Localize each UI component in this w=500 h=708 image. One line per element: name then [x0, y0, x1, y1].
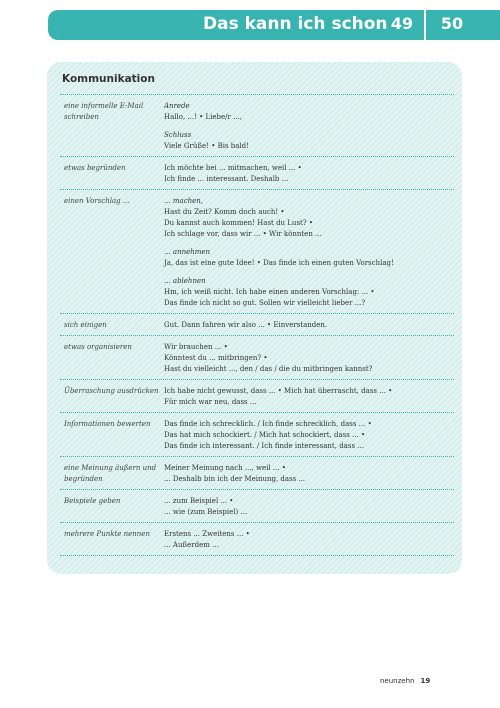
phrase-line: Das hat mich schockiert. / Mich hat schockiert, dass ... • — [164, 431, 366, 439]
phrase-line: Gut. Dann fahren wir also ... • Einverstanden. — [164, 321, 328, 329]
footer-page-number: 19 — [420, 677, 431, 685]
page-number-right: 50 — [440, 14, 464, 33]
phrase-line: ... Deshalb bin ich der Meinung, dass ... — [164, 475, 306, 483]
phrase-line: ... Außerdem ... — [164, 541, 219, 549]
page-number-left: 49 — [390, 14, 414, 33]
phrase-line: Du kannst auch kommen! Hast du Lust? • — [164, 219, 313, 227]
table-row — [60, 95, 454, 157]
row-phrases — [164, 523, 454, 555]
row-label: mehrere Punkte nennen — [64, 530, 150, 538]
row-label: etwas begründen — [64, 164, 126, 172]
phrase-line: Hast du Zeit? Komm doch auch! • — [164, 208, 285, 216]
phrase-line: ... wie (zum Beispiel) ... — [164, 508, 248, 516]
row-label: Überraschung ausdrücken — [64, 387, 159, 395]
phrase-subheading: ... annehmen — [164, 248, 211, 256]
block-spacer — [164, 123, 450, 130]
table-row — [60, 413, 454, 457]
phrase-line: Hast du vielleicht ..., den / das / die du mitbringen kannst? — [164, 365, 373, 373]
table-row — [60, 380, 454, 413]
block-spacer — [164, 240, 450, 247]
phrase-line: Ich schlage vor, dass wir ... • Wir könnten ... — [164, 230, 322, 238]
row-label: eine Meinung äußern und begründen — [64, 464, 157, 483]
phrase-table — [60, 94, 454, 556]
phrase-subheading: Anrede — [164, 102, 190, 110]
table-row — [60, 190, 454, 314]
row-phrases — [164, 490, 454, 522]
phrase-line: Hm, ich weiß nicht. Ich habe einen anderen Vorschlag: ... • — [164, 288, 375, 296]
phrase-line: Ich möchte bei ... mitmachen, weil ... • — [164, 164, 302, 172]
row-label: sich einigen — [64, 321, 107, 329]
phrase-line: Ja, das ist eine gute Idee! • Das finde ich einen guten Vorschlag! — [164, 259, 394, 267]
table-row — [60, 490, 454, 523]
phrase-line: Für mich war neu, dass ... — [164, 398, 257, 406]
phrase-line: Das finde ich interessant. / Ich finde interessant, dass ... — [164, 442, 364, 450]
table-row — [60, 314, 454, 336]
phrase-line: Das finde ich nicht so gut. Sollen wir vielleicht lieber ...? — [164, 299, 366, 307]
row-label: etwas organisieren — [64, 343, 132, 351]
page-footer — [380, 677, 430, 685]
phrase-subheading: ... ablehnen — [164, 277, 206, 285]
row-phrases — [164, 457, 454, 489]
phrase-line: Erstens ... Zweitens ... • — [164, 530, 250, 538]
row-label: Informationen bewerten — [64, 420, 151, 428]
phrase-line: ... zum Beispiel ... • — [164, 497, 234, 505]
row-label: einen Vorschlag ... — [64, 197, 130, 205]
table-row — [60, 336, 454, 380]
phrase-line: Das finde ich schrecklich. / Ich finde schrecklich, dass ... • — [164, 420, 372, 428]
row-label: eine informelle E-Mail schreiben — [64, 102, 144, 121]
phrase-line: Viele Grüße! • Bis bald! — [164, 142, 249, 150]
phrase-line: Ich habe nicht gewusst, dass ... • Mich hat überrascht, dass ... • — [164, 387, 393, 395]
panel-title: Kommunikation — [62, 73, 155, 85]
phrase-line: Ich finde ... interessant. Deshalb ... — [164, 175, 289, 183]
phrase-line: Wir brauchen ... • — [164, 343, 228, 351]
phrase-line: Meiner Meinung nach ..., weil ... • — [164, 464, 286, 472]
row-phrases — [164, 314, 454, 335]
row-phrases — [164, 336, 454, 379]
phrase-subheading: Schluss — [164, 131, 192, 139]
phrase-line: Hallo, ...! • Liebe/r ..., — [164, 113, 242, 121]
table-row — [60, 157, 454, 190]
header-divider — [424, 10, 426, 40]
row-phrases — [164, 380, 454, 412]
row-phrases — [164, 95, 454, 156]
block-spacer — [164, 269, 450, 276]
footer-page-word: neunzehn — [380, 677, 415, 685]
phrase-line: Könntest du ... mitbringen? • — [164, 354, 268, 362]
table-row — [60, 457, 454, 490]
row-label: Beispiele geben — [64, 497, 121, 505]
table-row — [60, 523, 454, 556]
page-title: Das kann ich schon — [203, 14, 388, 34]
row-phrases — [164, 413, 454, 456]
row-phrases — [164, 157, 454, 189]
row-phrases — [164, 190, 454, 313]
phrase-subheading: ... machen, — [164, 197, 204, 205]
